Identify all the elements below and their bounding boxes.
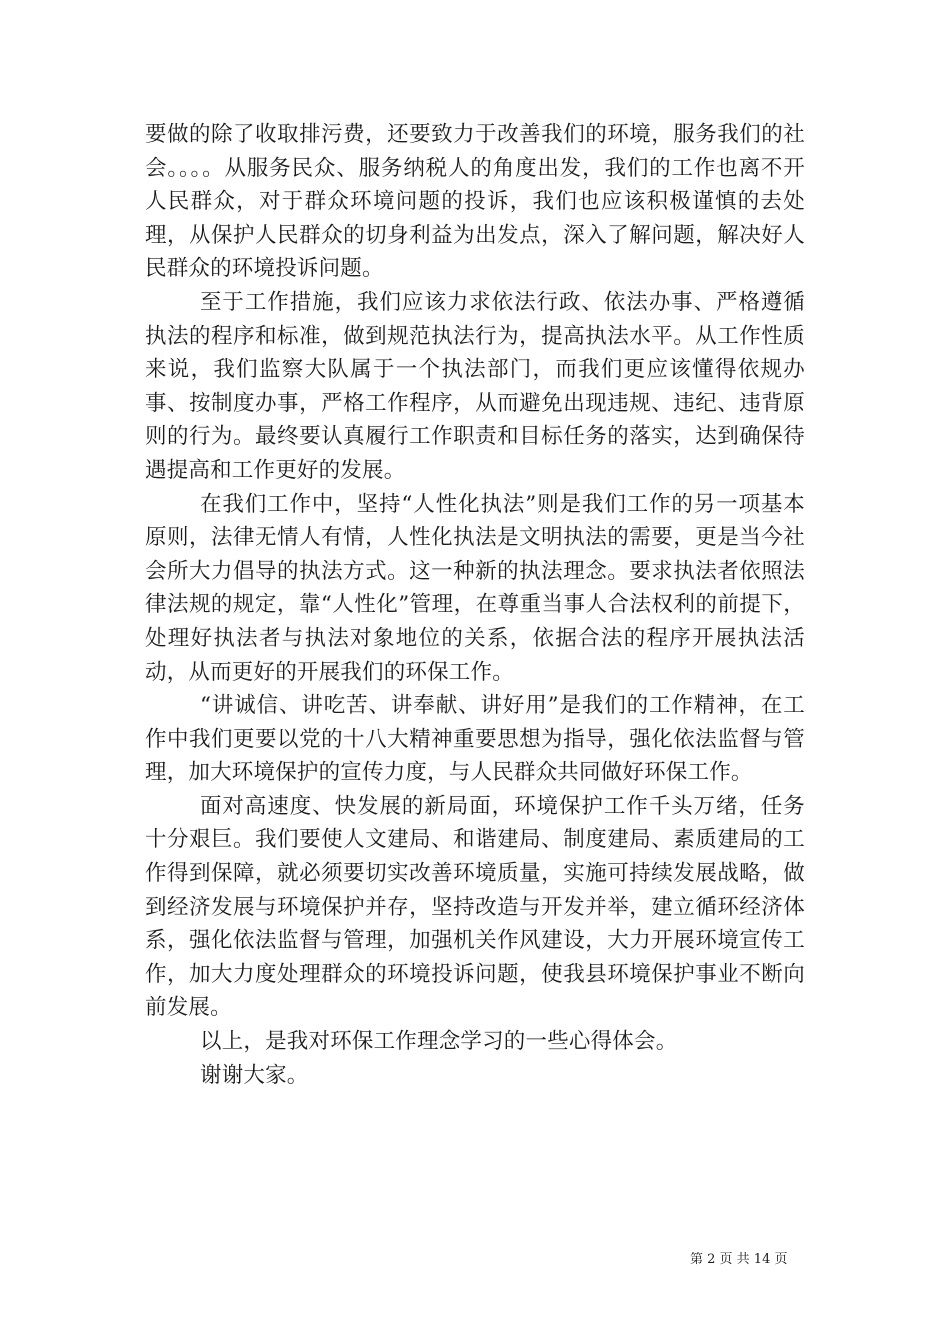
paragraph-conclusion: 以上，是我对环保工作理念学习的一些心得体会。: [200, 1029, 678, 1055]
paragraph-humane-enforcement: 在我们工作中，坚持“人性化执法”则是我们工作的另一项基本原则，法律无情人有情，人性化执法是文明执法的需要，更是当今社会所大力倡导的执法方式。这一种新的执法理念。要求执法者依照法律法规的规定，靠“人性化”管理，在尊重当事人合法权利的前提下，处理好执法者与执法对象地位的关系，依据合法的程序开展执法活动，从而更好的开展我们的环保工作。: [145, 491, 805, 685]
paragraph-work-spirit: “讲诚信、讲吃苦、讲奉献、讲好用”是我们的工作精神，在工作中我们更要以党的十八大精神重要思想为指导，强化依法监督与管理，加大环境保护的宣传力度，与人民群众共同做好环保工作。: [145, 693, 805, 786]
paragraph-thanks: 谢谢大家。: [200, 1062, 309, 1088]
paragraph-continuation: 要做的除了收取排污费，还要致力于改善我们的环境，服务我们的社会。。。。从服务民众、服务纳税人的角度出发，我们的工作也离不开人民群众，对于群众环境问题的投诉，我们也应该积极谨慎的去处理，从保护人民群众的切身利益为出发点，深入了解问题，解决好人民群众的环境投诉问题。: [145, 122, 805, 282]
page-number-footer: 第 2 页 共 14 页: [690, 1252, 788, 1267]
paragraph-work-measures: 至于工作措施，我们应该力求依法行政、依法办事、严格遵循执法的程序和标准，做到规范执法行为，提高执法水平。从工作性质来说，我们监察大队属于一个执法部门，而我们更应该懂得依规办事、按制度办事，严格工作程序，从而避免出现违规、违纪、违背原则的行为。最终要认真履行工作职责和目标任务的落实，达到确保待遇提高和工作更好的发展。: [145, 289, 805, 483]
paragraph-new-situation: 面对高速度、快发展的新局面，环境保护工作千头万绪，任务十分艰巨。我们要使人文建局、和谐建局、制度建局、素质建局的工作得到保障，就必须要切实改善环境质量，实施可持续发展战略，做到经济发展与环境保护并存，坚持改造与开发并举，建立循环经济体系，强化依法监督与管理，加强机关作风建设，大力开展环境宣传工作，加大力度处理群众的环境投诉问题，使我县环境保护事业不断向前发展。: [145, 793, 805, 1021]
document-body: [145, 118, 805, 1092]
